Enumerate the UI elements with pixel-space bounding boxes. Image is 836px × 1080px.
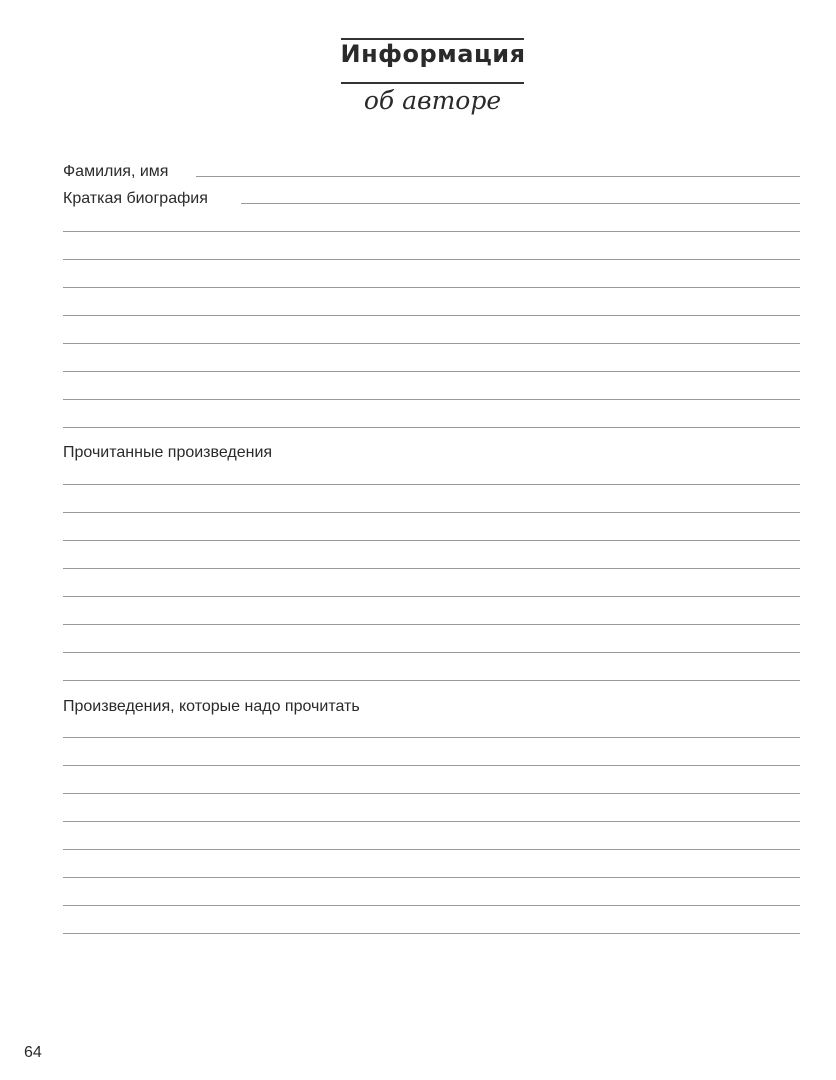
to-read-line[interactable]: [63, 765, 800, 766]
page-subtitle: об авторе: [363, 86, 502, 115]
biography-line[interactable]: [241, 203, 800, 204]
to-read-line[interactable]: [63, 849, 800, 850]
read-works-label: Прочитанные произведения: [63, 444, 273, 461]
biography-line[interactable]: [63, 231, 800, 232]
title-divider-line: [341, 82, 524, 84]
to-read-line[interactable]: [63, 737, 800, 738]
read-works-line[interactable]: [63, 624, 800, 625]
biography-line[interactable]: [63, 287, 800, 288]
page-number: 64: [24, 1044, 42, 1061]
page-title: Информация: [340, 40, 526, 68]
biography-line[interactable]: [63, 371, 800, 372]
to-read-line[interactable]: [63, 793, 800, 794]
biography-line[interactable]: [63, 315, 800, 316]
read-works-line[interactable]: [63, 596, 800, 597]
surname-name-label: Фамилия, имя: [63, 163, 169, 180]
read-works-line[interactable]: [63, 540, 800, 541]
biography-line[interactable]: [63, 399, 800, 400]
biography-line[interactable]: [63, 259, 800, 260]
to-read-line[interactable]: [63, 877, 800, 878]
read-works-line[interactable]: [63, 680, 800, 681]
page-title-block: [0, 40, 836, 68]
to-read-line[interactable]: [63, 933, 800, 934]
read-works-line[interactable]: [63, 512, 800, 513]
read-works-line[interactable]: [63, 484, 800, 485]
biography-label: Краткая биография: [63, 190, 208, 207]
to-read-label: Произведения, которые надо прочитать: [63, 698, 360, 715]
read-works-line[interactable]: [63, 652, 800, 653]
surname-name-line[interactable]: [196, 176, 800, 177]
read-works-line[interactable]: [63, 568, 800, 569]
to-read-line[interactable]: [63, 905, 800, 906]
to-read-line[interactable]: [63, 821, 800, 822]
biography-line[interactable]: [63, 427, 800, 428]
title-divider: [341, 38, 524, 40]
biography-line[interactable]: [63, 343, 800, 344]
